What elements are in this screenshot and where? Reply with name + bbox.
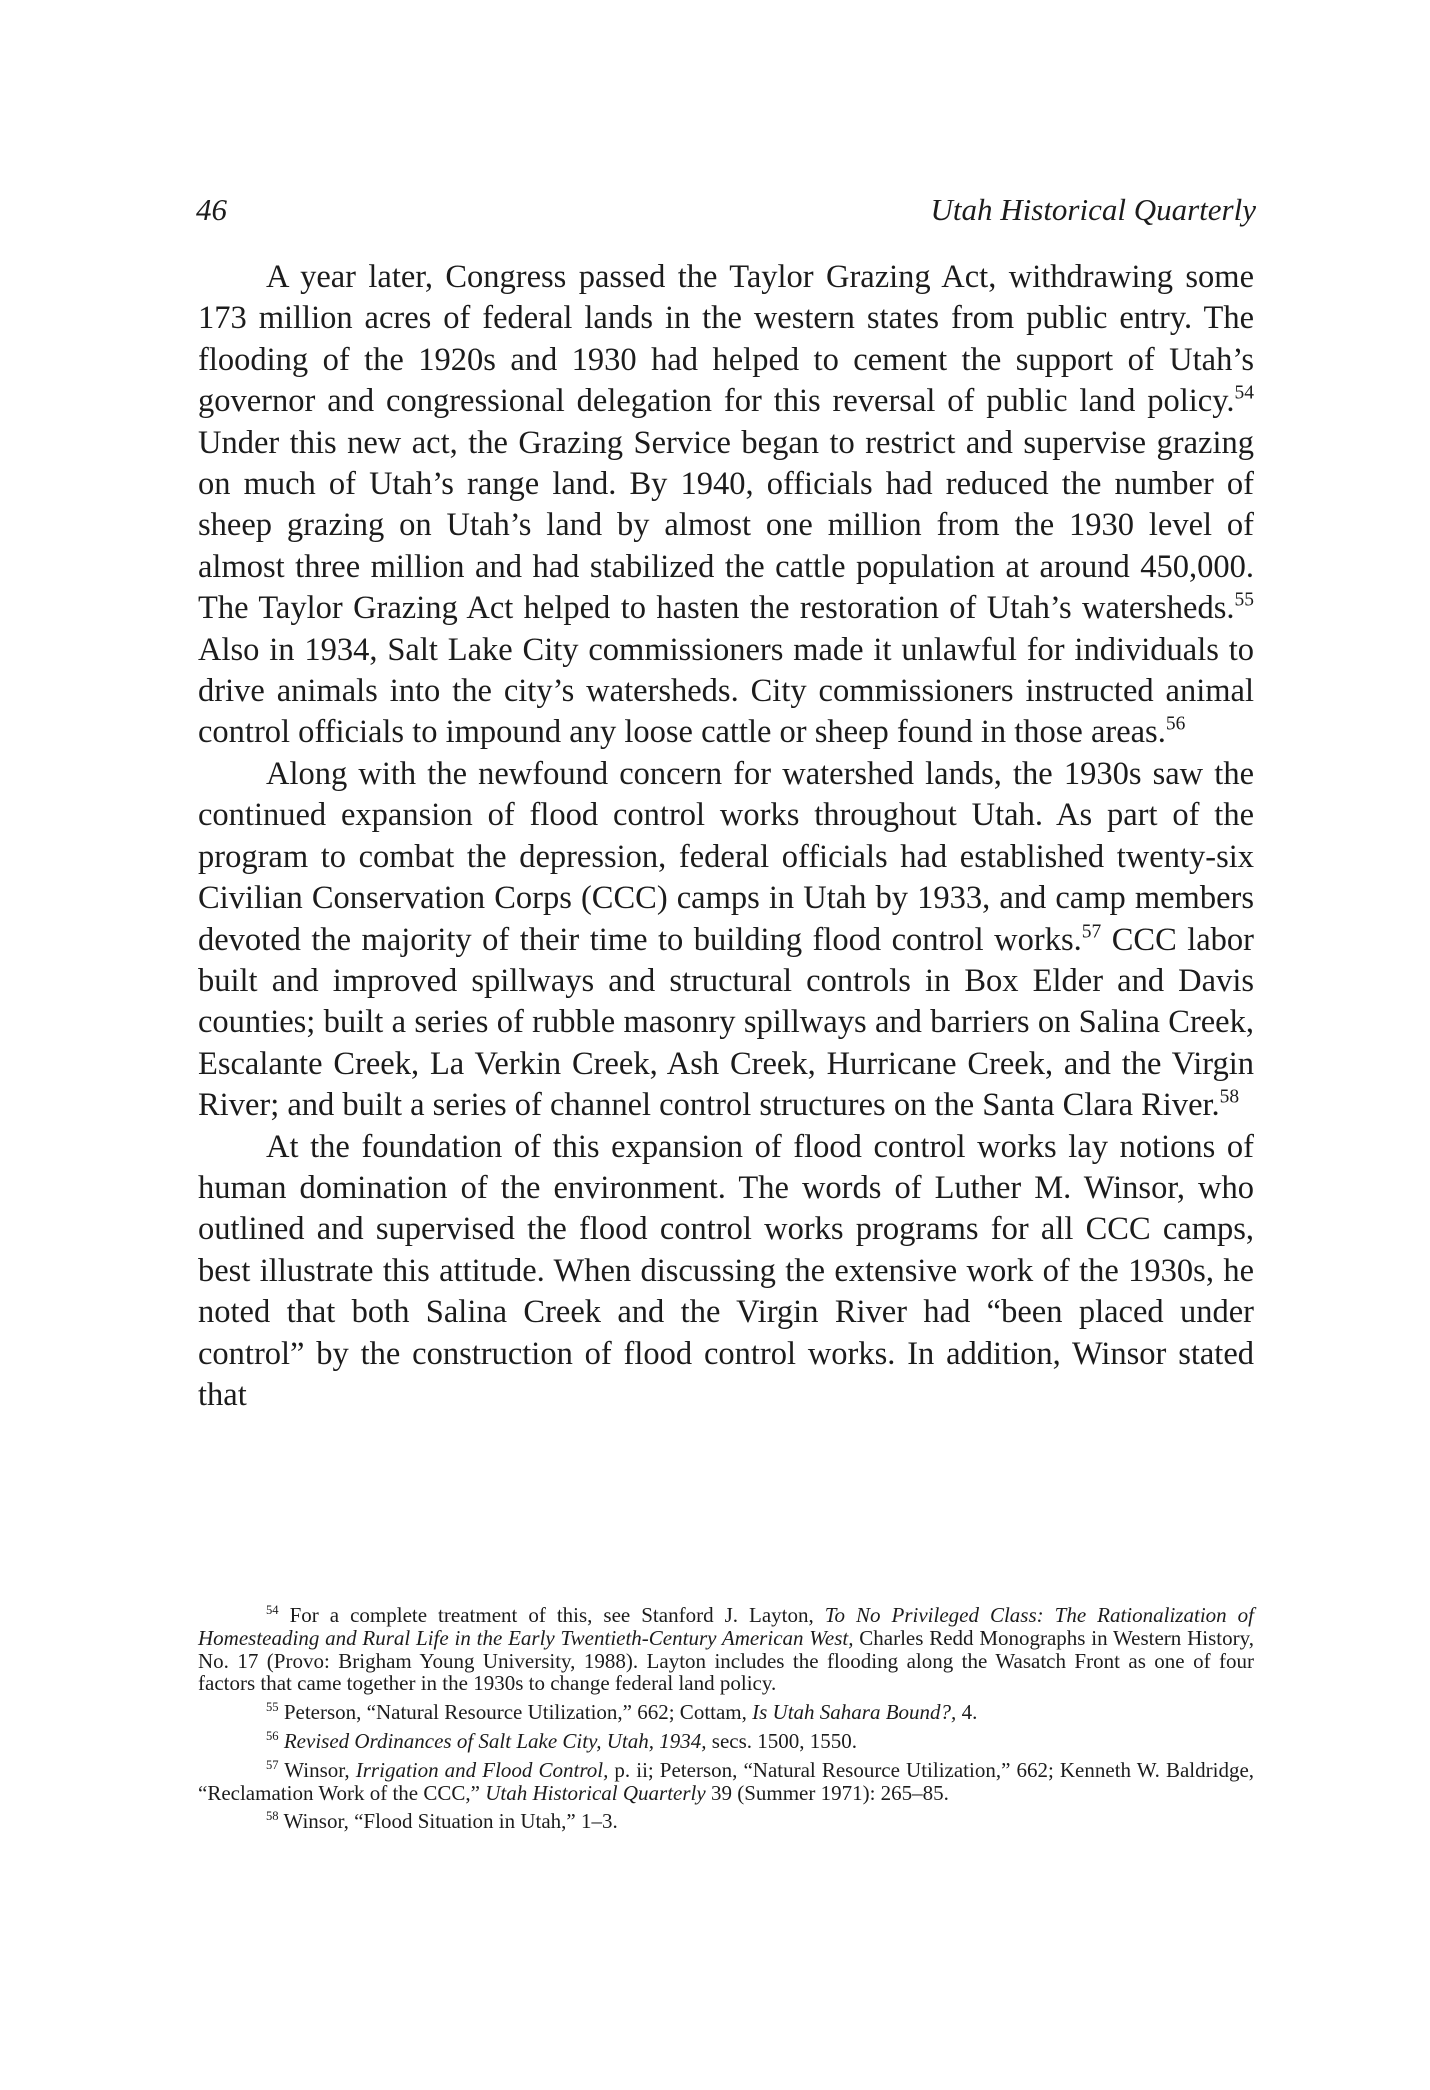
footnote-mark: 56 [266, 1728, 279, 1743]
footnote-text: secs. 1500, 1550. [706, 1728, 858, 1753]
footnote-text: Peterson, “Natural Resource Utilization,” 662; Cottam, [278, 1700, 753, 1725]
footnote-text: p. ii; Peterson, “Natural Resource Utilization,” 662; Kenneth W. Baldridge, “Reclamation Work of the CCC,” [198, 1757, 1255, 1805]
footnote-title: Utah Historical Quarterly [485, 1780, 706, 1805]
footnote-title: Is Utah Sahara Bound?, [752, 1700, 957, 1725]
footnote-55 [198, 1701, 1254, 1724]
paragraph-1 [198, 257, 1254, 754]
footnote-58 [198, 1810, 1254, 1833]
footnotes [198, 1604, 1254, 1839]
footnote-title: To No Privileged Class: The Rationalization of Homesteading and Rural Life in the Early Twentieth-Century American West, [198, 1603, 1254, 1650]
footnote-text: For a complete treatment of this, see Stanford J. Layton, [278, 1603, 825, 1627]
footnote-text: 4. [956, 1700, 978, 1725]
paragraph-text: Under this new act, the Grazing Service began to restrict and supervise grazing on much of Utah’s range land. By 1940, officials had reduced the number of sheep grazing on Utah’s land by almost one million from the 1930 level of almost three million and had stabilized the cattle population at around 450,000. The Taylor Grazing Act helped to hasten the restoration of Utah’s watersheds. [198, 424, 1254, 627]
footnote-reference: 55 [1234, 589, 1254, 611]
footnote-title: Revised Ordinances of Salt Lake City, Utah, 1934, [283, 1728, 707, 1753]
footnote-text: Winsor, [278, 1757, 356, 1782]
paragraph-text: Along with the newfound concern for watershed lands, the 1930s saw the continued expansion of flood control works throughout Utah. As part of the program to combat the depression, federal officials had established twenty-six Civilian Conservation Corps (CCC) camps in Utah by 1933, and camp members devoted the majority of their time to building flood control works. [198, 755, 1254, 958]
footnote-mark: 54 [266, 1602, 279, 1617]
page-number: 46 [196, 192, 227, 227]
footnote-text: Charles Redd Monographs in Western History, No. 17 (Provo: Brigham Young University, 1988). Layton includes the flooding along the Wasatch Front as one of four factors that came together in the 1930s to change federal land policy. [198, 1625, 1254, 1696]
paragraph-text: A year later, Congress passed the Taylor Grazing Act, withdrawing some 173 million acres of federal lands in the western states from public entry. The flooding of the 1920s and 1930 had helped to cement the support of Utah’s governor and congressional delegation for this reversal of public land policy. [198, 259, 1254, 420]
footnote-mark: 58 [266, 1809, 279, 1824]
footnote-reference: 57 [1081, 920, 1102, 942]
paragraph-text: CCC labor built and improved spillways and structural controls in Box Elder and Davis counties; built a series of rubble masonry spillways and barriers on Salina Creek, Escalante Creek, La Verkin Creek, Ash Creek, Hurricane Creek, and the Virgin River; and built a series of channel control structures on the Santa Clara River. [198, 921, 1255, 1124]
footnote-reference: 54 [1234, 382, 1254, 404]
footnote-56 [198, 1730, 1254, 1753]
paragraph-2 [198, 754, 1254, 1127]
footnote-text: Winsor, “Flood Situation in Utah,” 1–3. [278, 1809, 618, 1834]
running-head [196, 188, 1256, 232]
footnote-57 [198, 1759, 1254, 1805]
footnote-reference: 56 [1165, 713, 1186, 735]
paragraph-text: At the foundation of this expansion of flood control works lay notions of human domination of the environment. The words of Luther M. Winsor, who outlined and supervised the flood control works programs for all CCC camps, best illustrate this attitude. When discussing the extensive work of the 1930s, he noted that both Salina Creek and the Virgin River had “been placed under control” by the construction of flood control works. In addition, Winsor stated that [198, 1128, 1254, 1413]
paragraph-3 [198, 1127, 1254, 1417]
body-text [198, 257, 1254, 1416]
footnote-title: Irrigation and Flood Control, [355, 1757, 609, 1782]
footnote-mark: 57 [266, 1757, 279, 1772]
footnote-text: 39 (Summer 1971): 265–85. [705, 1780, 949, 1805]
footnote-reference: 58 [1219, 1086, 1240, 1108]
paragraph-text: Also in 1934, Salt Lake City commissioners made it unlawful for individuals to drive animals into the city’s watersheds. City commissioners instructed animal control officials to impound any loose cattle or sheep found in those areas. [198, 631, 1254, 751]
footnote-54 [198, 1604, 1254, 1695]
journal-title: Utah Historical Quarterly [930, 192, 1256, 227]
footnote-mark: 55 [266, 1700, 279, 1714]
